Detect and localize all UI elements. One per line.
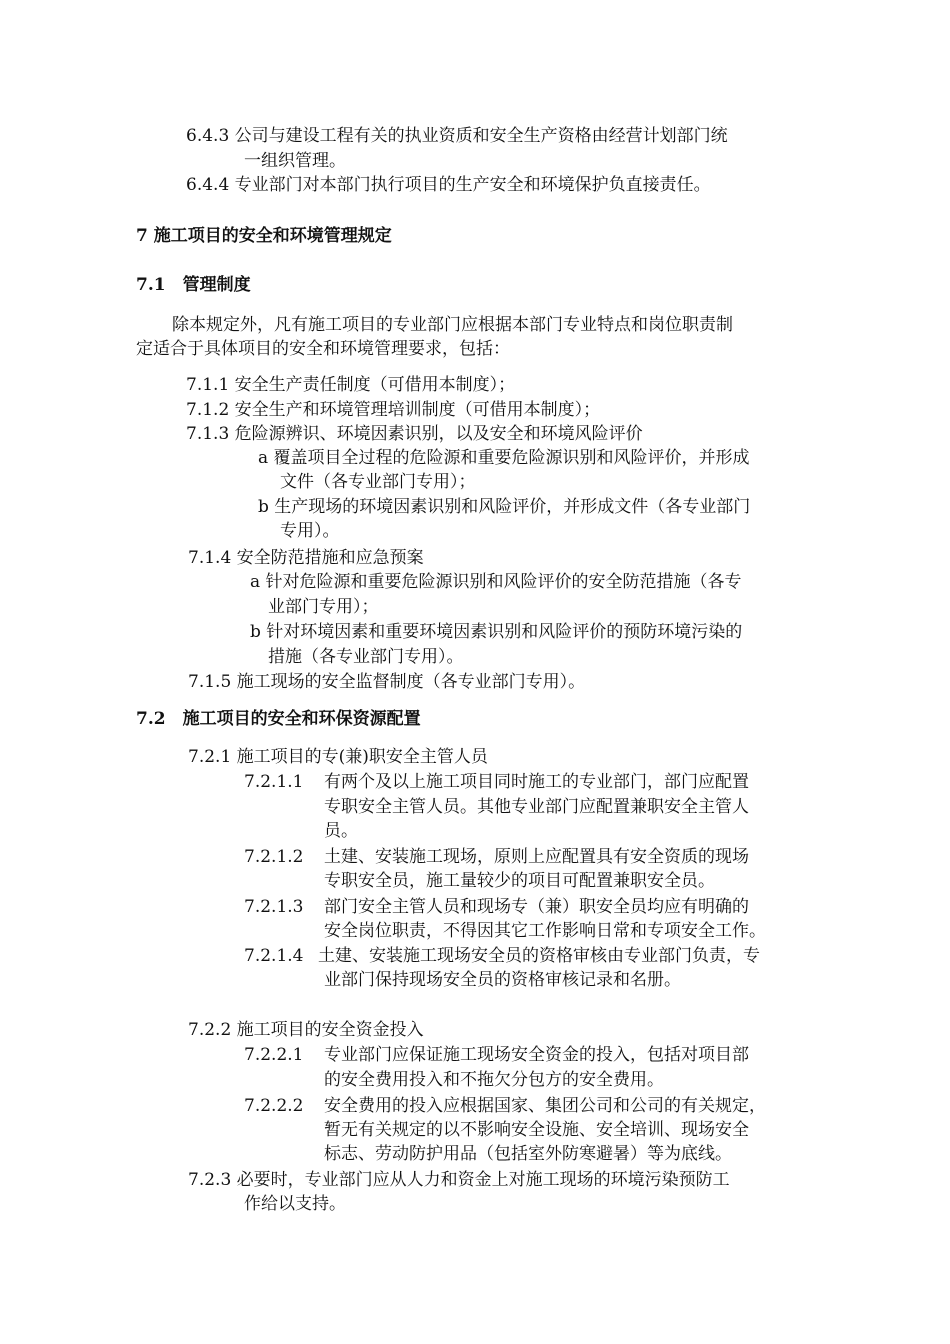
item-7-2-2-2-line2: 暂无有关规定的以不影响安全设施、安全培训、现场安全 [324, 1120, 749, 1140]
item-7-2-1-2-line2: 专职安全员，施工量较少的项目可配置兼职安全员。 [324, 871, 715, 891]
intro-7-1-line1: 除本规定外，凡有施工项目的专业部门应根据本部门专业特点和岗位职责制 [172, 315, 733, 335]
section-6-4-3-line2: 一组织管理。 [244, 151, 346, 171]
item-7-2-2-2-line1: 安全费用的投入应根据国家、集团公司和公司的有关规定， [324, 1096, 766, 1116]
item-7-1-4b-line2: 措施（各专业部门专用）。 [268, 647, 464, 667]
item-7-2-2-1-line2: 的安全费用投入和不拖欠分包方的安全费用。 [324, 1070, 664, 1090]
item-7-2-2-1-line1: 专业部门应保证施工现场安全资金的投入，包括对项目部 [324, 1045, 749, 1065]
item-7-1-3b-line2: 专用）。 [280, 521, 340, 541]
item-7-2-1: 7.2.1 施工项目的专(兼)职安全主管人员 [188, 747, 488, 767]
item-7-2-3-line1: 7.2.3 必要时，专业部门应从人力和资金上对施工现场的环境污染预防工 [188, 1170, 730, 1190]
item-7-2-1-1-line3: 员。 [324, 821, 358, 841]
section-6-4-4: 6.4.4 专业部门对本部门执行项目的生产安全和环境保护负直接责任。 [186, 175, 711, 195]
item-7-1-3a-line2: 文件（各专业部门专用）； [280, 472, 476, 492]
item-7-2-1-2-num: 7.2.1.2 [244, 847, 304, 867]
item-7-1-2: 7.1.2 安全生产和环境管理培训制度（可借用本制度）； [186, 400, 601, 420]
item-7-2-1-4-line2: 业部门保持现场安全员的资格审核记录和名册。 [324, 970, 681, 990]
heading-7-1: 7.1 管理制度 [136, 275, 251, 295]
item-7-2-1-3-line2: 安全岗位职责，不得因其它工作影响日常和专项安全工作。 [324, 921, 766, 941]
item-7-2-2: 7.2.2 施工项目的安全资金投入 [188, 1020, 424, 1040]
item-7-1-3b-line1: b 生产现场的环境因素识别和风险评价，并形成文件（各专业部门 [258, 497, 751, 517]
item-7-2-1-1-line1: 有两个及以上施工项目同时施工的专业部门，部门应配置 [324, 772, 749, 792]
item-7-2-1-4-num: 7.2.1.4 [244, 946, 304, 966]
heading-7-2: 7.2 施工项目的安全和环保资源配置 [136, 709, 421, 729]
item-7-2-1-1-num: 7.2.1.1 [244, 772, 304, 792]
item-7-1-4b-line1: b 针对环境因素和重要环境因素识别和风险评价的预防环境污染的 [250, 622, 743, 642]
item-7-1-4a-line2: 业部门专用）； [268, 597, 379, 617]
intro-7-1-line2: 定适合于具体项目的安全和环境管理要求，包括： [136, 339, 510, 359]
item-7-2-1-4-line1: 土建、安装施工现场安全员的资格审核由专业部门负责，专 [318, 946, 760, 966]
item-7-2-1-2-line1: 土建、安装施工现场，原则上应配置具有安全资质的现场 [324, 847, 749, 867]
item-7-1-3: 7.1.3 危险源辨识、环境因素识别，以及安全和环境风险评价 [186, 424, 643, 444]
section-6-4-3-line1: 6.4.3 公司与建设工程有关的执业资质和安全生产资格由经营计划部门统 [186, 126, 728, 146]
item-7-1-4: 7.1.4 安全防范措施和应急预案 [188, 548, 424, 568]
item-7-1-3a-line1: a 覆盖项目全过程的危险源和重要危险源识别和风险评价，并形成 [258, 448, 750, 468]
item-7-2-2-1-num: 7.2.2.1 [244, 1045, 304, 1065]
heading-7: 7 施工项目的安全和环境管理规定 [136, 226, 392, 246]
item-7-2-1-1-line2: 专职安全主管人员。其他专业部门应配置兼职安全主管人 [324, 797, 749, 817]
item-7-1-4a-line1: a 针对危险源和重要危险源识别和风险评价的安全防范措施（各专 [250, 572, 742, 592]
item-7-2-1-3-line1: 部门安全主管人员和现场专（兼）职安全员均应有明确的 [324, 897, 749, 917]
item-7-2-3-line2: 作给以支持。 [244, 1194, 346, 1214]
item-7-1-1: 7.1.1 安全生产责任制度（可借用本制度）； [186, 375, 516, 395]
item-7-2-1-3-num: 7.2.1.3 [244, 897, 304, 917]
item-7-2-2-2-num: 7.2.2.2 [244, 1096, 304, 1116]
item-7-2-2-2-line3: 标志、劳动防护用品（包括室外防寒避暑）等为底线。 [324, 1144, 732, 1164]
item-7-1-5: 7.1.5 施工现场的安全监督制度（各专业部门专用）。 [188, 672, 586, 692]
